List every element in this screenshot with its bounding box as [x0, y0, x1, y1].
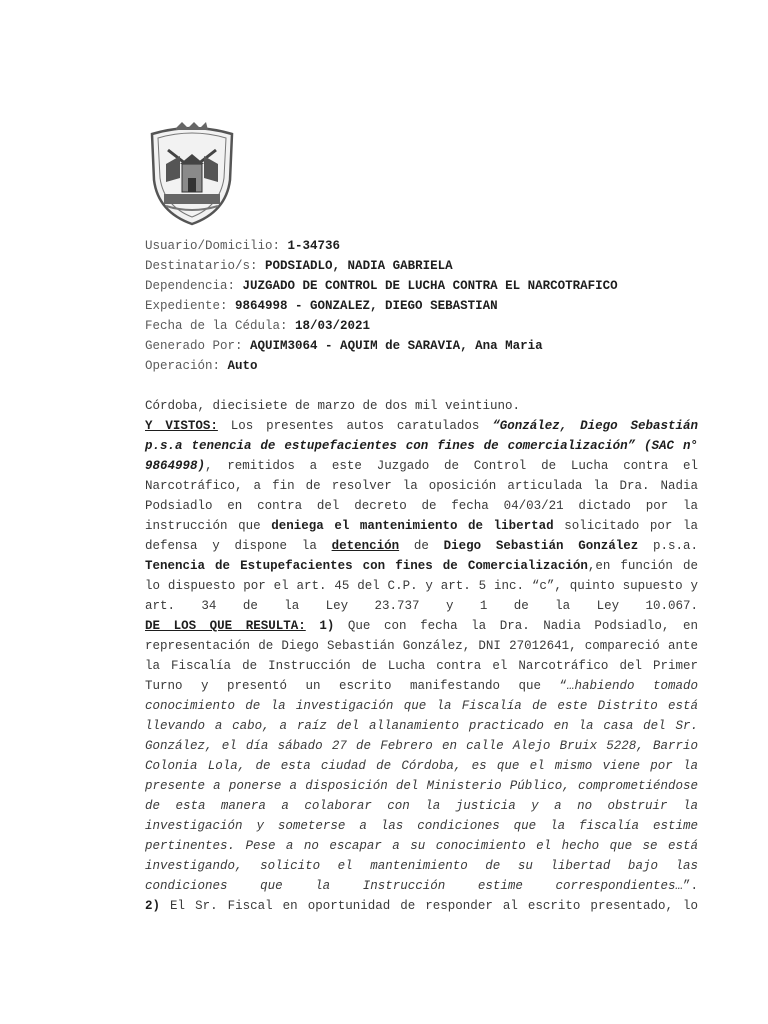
header-row-expediente: Expediente: 9864998 - GONZALEZ, DIEGO SEBASTIAN — [145, 299, 498, 313]
header-row-dependencia: Dependencia: JUZGADO DE CONTROL DE LUCHA CONTRA EL NARCOTRAFICO — [145, 279, 618, 293]
case-title: “González, Diego Sebastián p.s.a tenencia de estupefacientes con fines de comercialización” (SAC n° 9864998) — [145, 419, 698, 473]
province-coat-of-arms-logo — [146, 120, 238, 228]
vistos-paragraph: Y VISTOS: Los presentes autos caratulados “González, Diego Sebastián p.s.a tenencia de estupefacientes con fines de comercialización” (SAC n° 9864998), remitidos a este Juzgado de Control de Lucha contra el Narcotráfico, a fin de resolver la oposición articulada la Dra. Nadia Podsiadlo en contra del decreto de fecha 04/03/21 dictado por la instrucción que deniega el mantenimiento de libertad solicitado por la defensa y dispone la detención de Diego Sebastián González p.s.a. Tenencia de Estupefacientes con fines de Comercialización,en función de lo dispuesto por el art. 45 del C.P. y art. 5 inc. “c”, quinto supuesto y art. 34 de la Ley 23.737 y 1 de la Ley 10.067. — [145, 419, 698, 613]
resulta-paragraph: DE LOS QUE RESULTA: 1) Que con fecha la Dra. Nadia Podsiadlo, en representación de Diego Sebastián González, DNI 27012641, compareció ante la Fiscalía de Instrucción de Lucha contra el Narcotráfico del Primer Turno y presentó un escrito manifestando que “…habiendo tomado conocimiento de la investigación que la Fiscalía de este Distrito está llevando a cabo, a raíz del allanamiento practicado en la casa del Sr. González, el día sábado 27 de Febrero en calle Alejo Bruix 5228, Barrio Colonia Lola, de esta ciudad de Córdoba, es que el mismo viene por la presente a ponerse a disposición del Ministerio Público, comprometiéndose de esta manera a colaborar con la justicia y a no obstruir la investigación y someterse a las condiciones que la fiscalía estime pertinentes. Pese a no escapar a su conocimiento el hecho que se está investigando, solicito el mantenimiento de su libertad bajo las condiciones que la Instrucción estime correspondientes…”. — [145, 619, 698, 893]
header-row-operacion: Operación: Auto — [145, 359, 258, 373]
cedula-header — [145, 236, 618, 376]
vistos-heading: Y VISTOS: — [145, 419, 218, 433]
second-paragraph: 2) El Sr. Fiscal en oportunidad de responder al escrito presentado, lo — [145, 899, 698, 913]
resolution-body — [145, 396, 698, 916]
header-row-destinatario: Destinatario/s: PODSIADLO, NADIA GABRIELA — [145, 259, 453, 273]
header-row-fecha: Fecha de la Cédula: 18/03/2021 — [145, 319, 371, 333]
quoted-request: …habiendo tomado conocimiento de la investigación que la Fiscalía de este Distrito está llevando a cabo, a raíz del allanamiento practicado en la casa del Sr. González, el día sábado 27 de Febrero en calle Alejo Bruix 5228, Barrio Colonia Lola, de esta ciudad de Córdoba, es que el mismo viene por la presente a ponerse a disposición del Ministerio Público, comprometiéndose de esta manera a colaborar con la justicia y a no obstruir la investigación y someterse a las condiciones que la fiscalía estime pertinentes. Pese a no escapar a su conocimiento el hecho que se está investigando, solicito el mantenimiento de su libertad bajo las condiciones que la Instrucción estime correspondientes… — [145, 679, 698, 893]
header-row-usuario: Usuario/Domicilio: 1-34736 — [145, 239, 341, 253]
date-line: Córdoba, diecisiete de marzo de dos mil veintiuno. — [145, 399, 521, 413]
header-row-generado: Generado Por: AQUIM3064 - AQUIM de SARAVIA, Ana Maria — [145, 339, 543, 353]
resulta-heading: DE LOS QUE RESULTA: — [145, 619, 306, 633]
